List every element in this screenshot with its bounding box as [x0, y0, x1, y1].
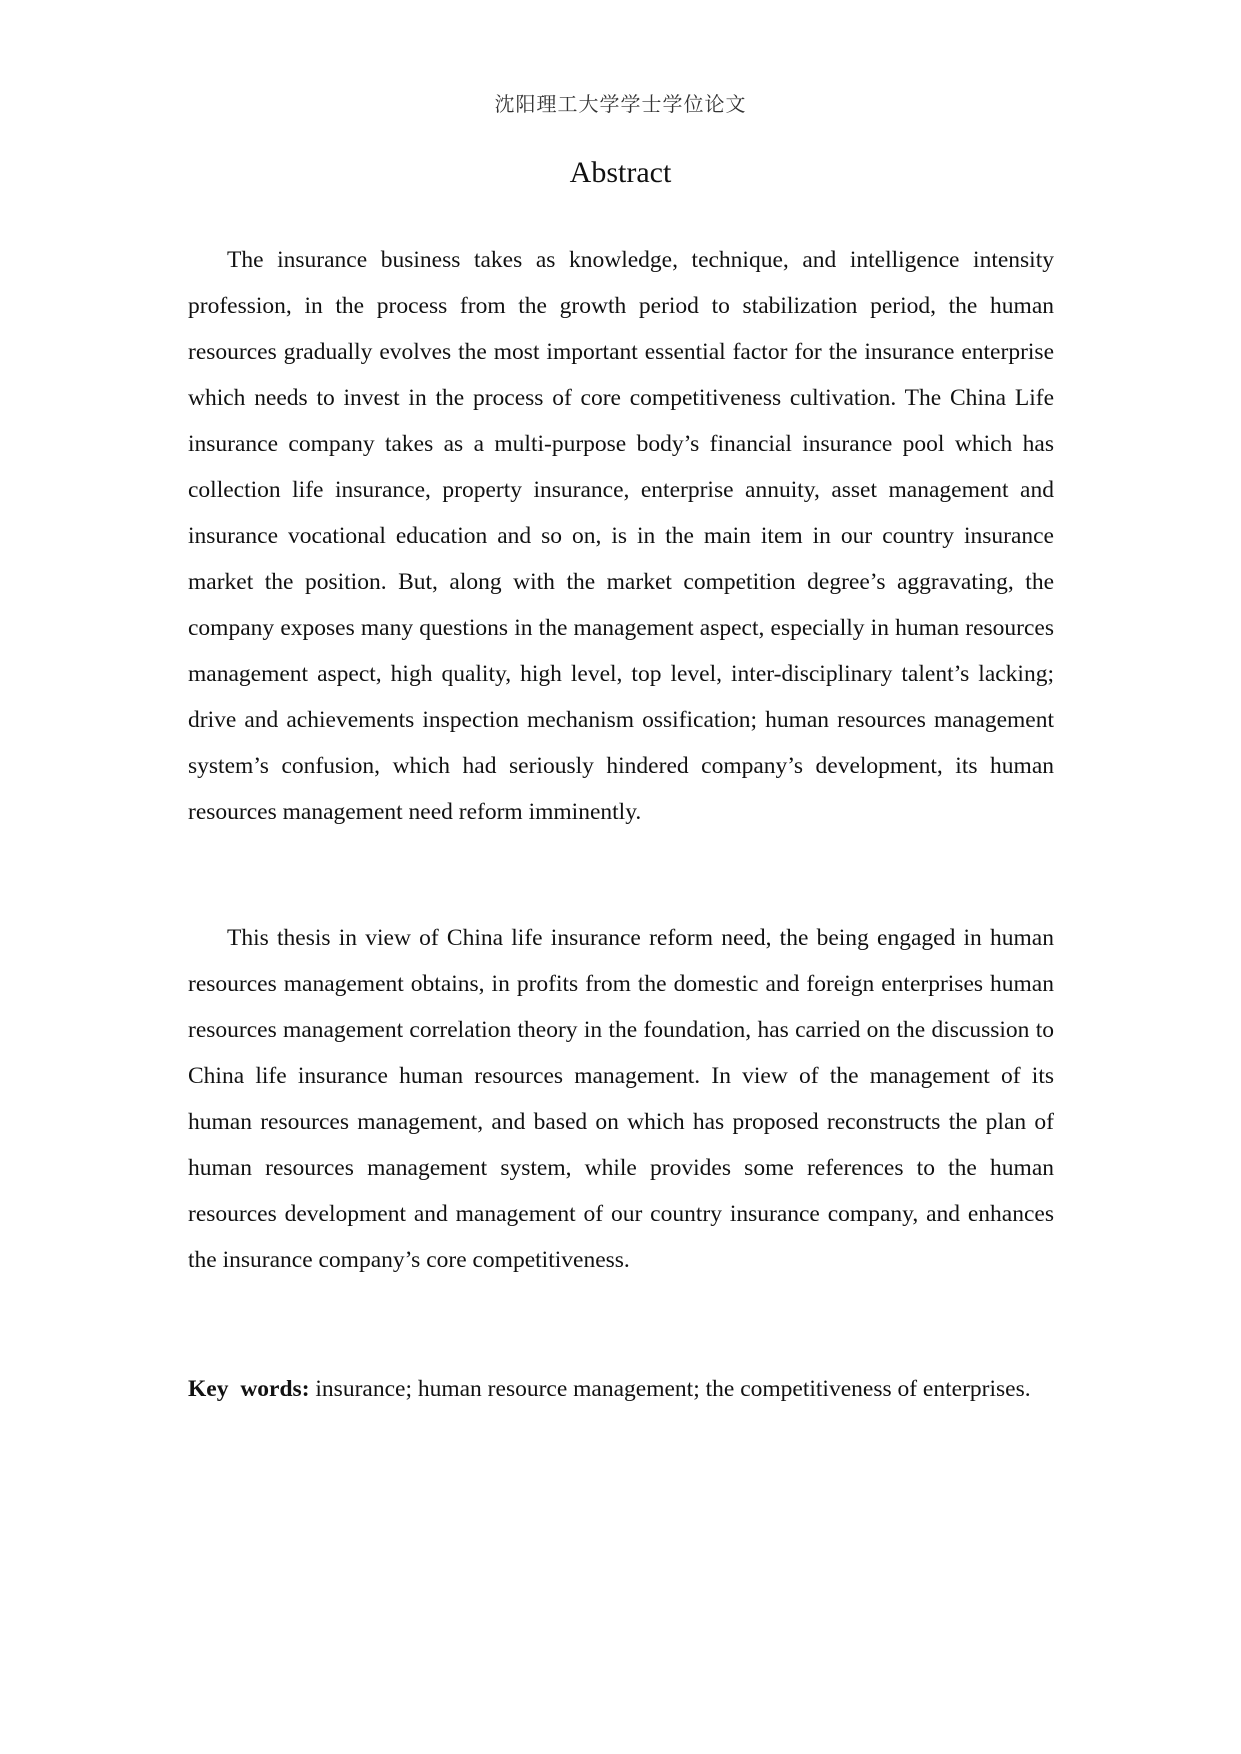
keywords-text: insurance; human resource management; the competitiveness of enterprises. — [315, 1376, 1031, 1402]
keywords-block — [188, 1366, 1054, 1412]
keywords-label: Key words: — [188, 1376, 310, 1402]
abstract-paragraph-1: The insurance business takes as knowledge, technique, and intelligence intensity profession, in the process from the growth period to stabilization period, the human resources gradually evolves the most important essential factor for the insurance enterprise which needs to invest in the process of core competitiveness cultivation. The China Life insurance company takes as a multi-purpose body’s financial insurance pool which has collection life insurance, property insurance, enterprise annuity, asset management and insurance vocational education and so on, is in the main item in our country insurance market the position. But, along with the market competition degree’s aggravating, the company exposes many questions in the management aspect, especially in human resources management aspect, high quality, high level, top level, inter-disciplinary talent’s lacking; drive and achievements inspection mechanism ossification; human resources management system’s confusion, which had seriously hindered company’s development, its human resources management need reform imminently. — [188, 247, 1054, 825]
running-header: 沈阳理工大学学士学位论文 — [494, 92, 747, 116]
abstract-title: Abstract — [569, 156, 672, 189]
abstract-paragraph-2: This thesis in view of China life insurance reform need, the being engaged in human resources management obtains, in profits from the domestic and foreign enterprises human resources management correlation theory in the foundation, has carried on the discussion to China life insurance human resources management. In view of the management of its human resources management, and based on which has proposed reconstructs the plan of human resources management system, while provides some references to the human resources development and management of our country insurance company, and enhances the insurance company’s core competitiveness. — [188, 925, 1054, 1273]
